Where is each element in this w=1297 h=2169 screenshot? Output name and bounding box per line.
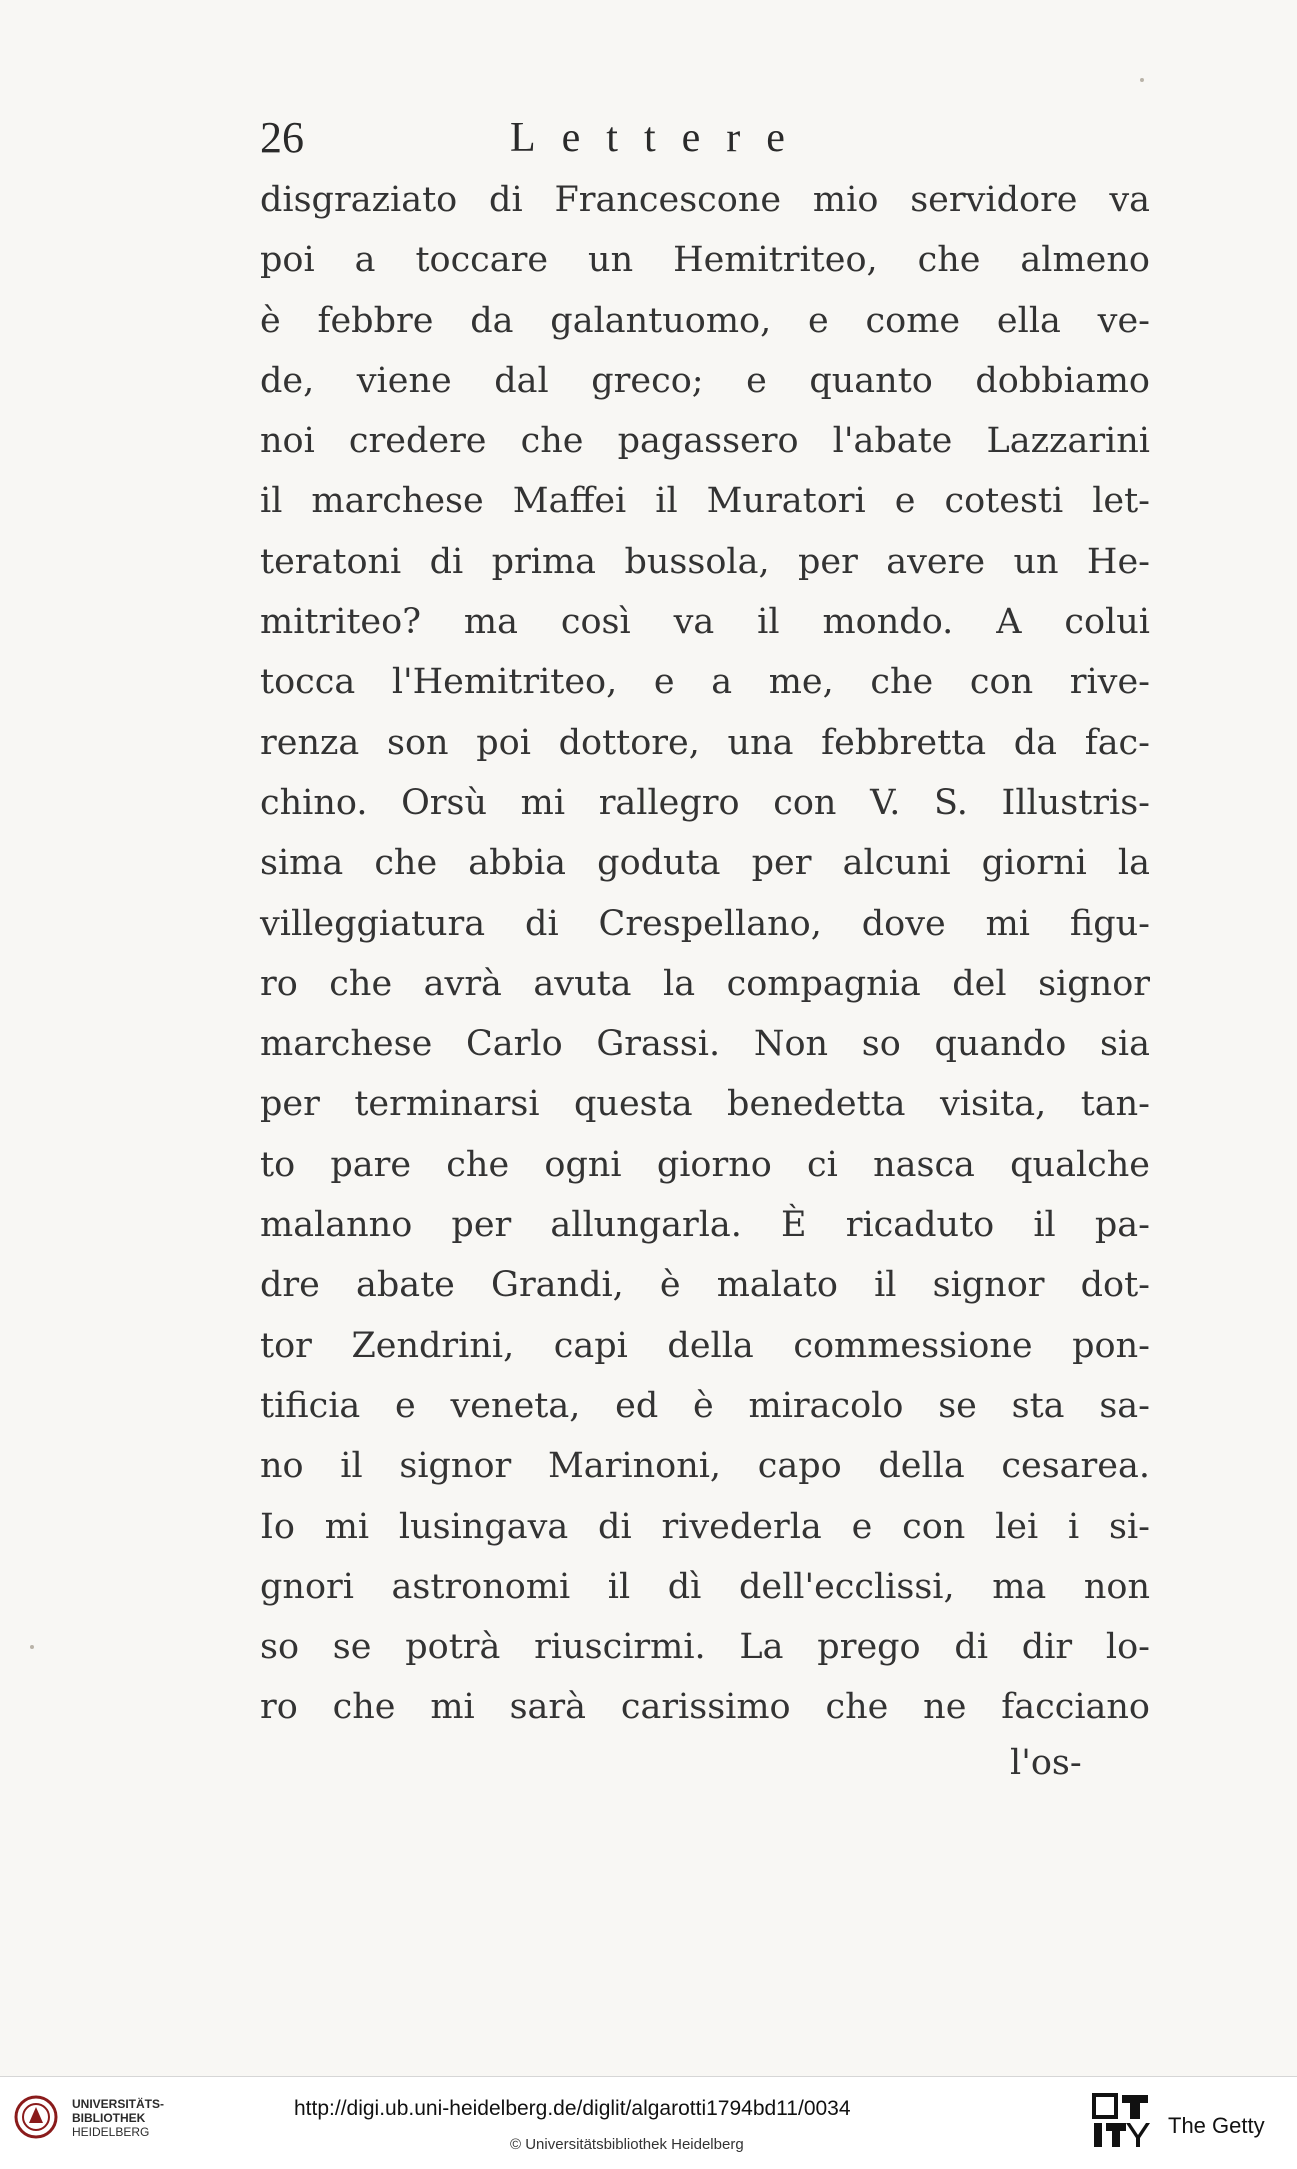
- page-number: 26: [260, 113, 304, 162]
- catchword: l'os-: [1010, 1743, 1082, 1783]
- permalink-url[interactable]: http://digi.ub.uni-heidelberg.de/diglit/algarotti1794bd11/0034: [294, 2097, 851, 2120]
- text-line: il marchese Maffei il Muratori e cotesti let-: [260, 481, 1150, 522]
- page-header: [260, 113, 1160, 163]
- text-line: disgraziato di Francescone mio servidore va: [260, 180, 1150, 220]
- text-line: tocca l'Hemitriteo, e a me, che con rive-: [260, 662, 1150, 703]
- text-line: teratoni di prima bussola, per avere un He-: [260, 541, 1150, 582]
- getty-name: The Getty: [1168, 2113, 1265, 2138]
- text-line: Io mi lusingava di rivederla e con lei i si-: [260, 1506, 1150, 1547]
- running-title: Lettere: [510, 115, 811, 161]
- text-line: ro che avrà avuta la compagnia del signor: [260, 963, 1150, 1004]
- text-line: malanno per allungarla. È ricaduto il pa-: [260, 1205, 1150, 1246]
- text-line: ro che mi sarà carissimo che ne facciano: [260, 1687, 1150, 1728]
- text-line: no il signor Marinoni, capo della cesarea.: [260, 1446, 1150, 1487]
- text-line: gnori astronomi il dì dell'ecclissi, ma non: [260, 1566, 1150, 1607]
- letter-text: [260, 170, 1150, 1738]
- text-line: de, viene dal greco; e quanto dobbiamo: [260, 360, 1150, 401]
- viewer-footer: [0, 2076, 1297, 2169]
- university-seal-icon: [14, 2095, 58, 2139]
- text-line: tificia e veneta, ed è miracolo se sta sa-: [260, 1385, 1150, 1426]
- institution-name: [72, 2097, 212, 2139]
- text-line: sima che abbia goduta per alcuni giorni la: [260, 843, 1150, 884]
- text-line: noi credere che pagassero l'abate Lazzarini: [260, 421, 1150, 462]
- text-line: è febbre da galantuomo, e come ella ve-: [260, 300, 1150, 341]
- institution-line: HEIDELBERG: [72, 2125, 150, 2139]
- institution-line: BIBLIOTHEK: [72, 2111, 146, 2125]
- text-line: renza son poi dottore, una febbretta da fac-: [260, 722, 1150, 763]
- text-line: tor Zendrini, capi della commessione pon-: [260, 1325, 1150, 1366]
- paper-speck: [30, 1645, 34, 1649]
- text-line: chino. Orsù mi rallegro con V. S. Illustris-: [260, 782, 1150, 823]
- text-line: per terminarsi questa benedetta visita, tan-: [260, 1084, 1150, 1125]
- text-line: marchese Carlo Grassi. Non so quando sia: [260, 1024, 1150, 1065]
- text-line: to pare che ogni giorno ci nasca qualche: [260, 1144, 1150, 1185]
- institution-line: UNIVERSITÄTS-: [72, 2097, 165, 2111]
- text-line: poi a toccare un Hemitriteo, che almeno: [260, 240, 1150, 281]
- text-line: villeggiatura di Crespellano, dove mi figu-: [260, 903, 1150, 944]
- text-line: dre abate Grandi, è malato il signor dot-: [260, 1265, 1150, 1306]
- text-line: mitriteo? ma così va il mondo. A colui: [260, 602, 1150, 643]
- copyright-notice: © Universitätsbibliothek Heidelberg: [510, 2136, 744, 2153]
- paper-speck: [1140, 78, 1144, 82]
- text-line: so se potrà riuscirmi. La prego di dir lo-: [260, 1627, 1150, 1668]
- getty-logo-icon: [1092, 2091, 1150, 2151]
